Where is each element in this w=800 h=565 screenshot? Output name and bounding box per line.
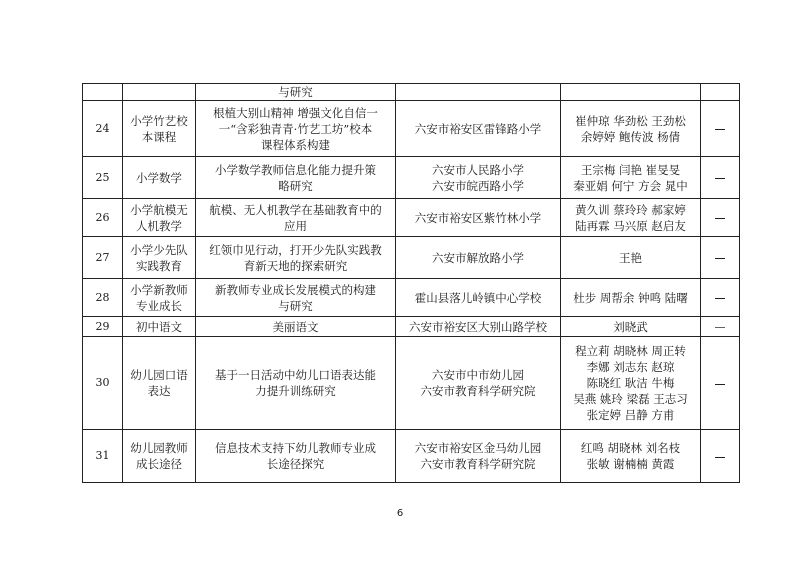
remark-mark: [715, 258, 725, 259]
subject-cell: [123, 84, 196, 101]
subject-line: 幼儿园教师: [130, 441, 188, 455]
unit-line: 六安市裕安区金马幼儿园: [414, 441, 542, 455]
remark-cell: [701, 337, 740, 430]
subject-cell: [123, 279, 196, 317]
members-line: 张敏 谢楠楠 黄霞: [586, 457, 675, 471]
members-line: 秦亚娟 何宁 方会 晁中: [573, 178, 688, 193]
topic-line: 力提升训练研究: [255, 384, 336, 398]
subject-cell: [123, 157, 196, 199]
members-line: 陆再霖 马兴原 赵启友: [575, 218, 686, 233]
members-cell: [561, 337, 701, 430]
remark-cell: [701, 279, 740, 317]
subject-cell: [123, 101, 196, 157]
unit-cell: [396, 430, 561, 483]
remark-cell: [701, 430, 740, 483]
members-cell: [561, 157, 701, 199]
remark-cell: [701, 157, 740, 199]
members-line: 崔仲琼 华劲松 王劲松: [575, 113, 686, 128]
unit-line: 六安市解放路小学: [432, 250, 524, 265]
row-no-cell: 28: [83, 279, 123, 317]
topic-cell: [196, 199, 396, 237]
table-row: [83, 337, 740, 430]
unit-line: 六安市裕安区大别山路学校: [409, 319, 547, 334]
table-row: [83, 84, 740, 101]
topic-line: 基于一日活动中幼儿口语表达能: [215, 368, 376, 382]
remark-mark: [715, 327, 725, 328]
subject-line: 成长途径: [136, 457, 182, 471]
subject-cell: [123, 317, 196, 337]
topic-cell: [196, 84, 396, 101]
topic-line: 红领巾见行动，打开少先队实践教: [209, 242, 382, 257]
members-line: 黄久训 蔡玲玲 郝家婷: [575, 202, 686, 217]
members-line: 王宗梅 闫艳 崔旻旻: [580, 162, 681, 177]
topic-cell: [196, 101, 396, 157]
topic-cell: [196, 337, 396, 430]
topic-cell: [196, 237, 396, 279]
remark-mark: [715, 178, 725, 179]
remark-cell: [701, 199, 740, 237]
table-row: [83, 157, 740, 199]
topic-line: 与研究: [278, 298, 313, 313]
page-number: 6: [396, 508, 404, 519]
document-table: [82, 83, 740, 483]
subject-line: 小学航模无: [130, 202, 188, 217]
unit-cell: [396, 337, 561, 430]
remark-mark: [715, 384, 725, 385]
remark-mark: [715, 129, 725, 130]
members-line: 红鸣 胡晓林 刘名枝: [580, 441, 681, 455]
unit-cell: [396, 199, 561, 237]
remark-cell: [701, 317, 740, 337]
unit-line: 六安市皖西路小学: [432, 178, 524, 193]
topic-line: 与研究: [278, 85, 313, 99]
unit-line: 六安市裕安区雷锋路小学: [414, 121, 542, 136]
topic-line: 小学数学教师信息化能力提升策: [215, 162, 376, 177]
remark-mark: [715, 218, 725, 219]
remark-mark: [715, 457, 725, 458]
unit-line: 六安市人民路小学: [432, 162, 524, 177]
topic-line: 一“含彩独青青·竹艺工坊”校本: [218, 121, 373, 136]
members-line: 杜步 周帮余 钟鸣 陆曙: [573, 290, 688, 305]
subject-cell: [123, 199, 196, 237]
members-line: 吴燕 姚玲 梁磊 王志习: [573, 392, 688, 406]
unit-line: 霍山县落儿岭镇中心学校: [414, 290, 542, 305]
remark-cell: [701, 237, 740, 279]
row-no-cell: [83, 84, 123, 101]
row-no-cell: 31: [83, 430, 123, 483]
members-cell: [561, 279, 701, 317]
subject-line: 人机教学: [136, 218, 182, 233]
row-no-cell: 30: [83, 337, 123, 430]
topic-line: 航模、无人机教学在基础教育中的: [209, 202, 382, 217]
members-cell: [561, 317, 701, 337]
members-line: 刘晓武: [613, 319, 648, 334]
table-row: [83, 199, 740, 237]
topic-cell: [196, 317, 396, 337]
topic-line: 育新天地的探索研究: [243, 258, 348, 273]
subject-line: 幼儿园口语: [130, 368, 188, 382]
members-line: 王艳: [619, 250, 642, 265]
members-line: 程立莉 胡晓林 周正转: [575, 344, 686, 358]
unit-cell: [396, 84, 561, 101]
members-cell: [561, 84, 701, 101]
subject-line: 小学新教师: [130, 282, 188, 297]
subject-line: 小学竹艺校: [130, 113, 188, 128]
unit-cell: [396, 101, 561, 157]
row-no-cell: 29: [83, 317, 123, 337]
subject-line: 小学数学: [136, 170, 182, 185]
subject-line: 初中语文: [136, 319, 182, 334]
table-row: [83, 430, 740, 483]
unit-line: 六安市中市幼儿园: [432, 368, 524, 382]
unit-cell: [396, 317, 561, 337]
topic-line: 课程体系构建: [261, 137, 330, 152]
topic-line: 长途径探究: [266, 457, 325, 471]
remark-mark: [715, 298, 725, 299]
topic-line: 略研究: [278, 178, 313, 193]
table-row: [83, 317, 740, 337]
remark-cell: [701, 101, 740, 157]
subject-line: 表达: [147, 384, 171, 398]
members-cell: [561, 237, 701, 279]
members-line: 李娜 刘志东 赵琼: [586, 360, 675, 374]
members-line: 余婷婷 鲍传波 杨倩: [580, 129, 681, 144]
remark-cell: [701, 84, 740, 101]
unit-line: 六安市教育科学研究院: [420, 457, 536, 471]
table-row: [83, 279, 740, 317]
unit-line: 六安市教育科学研究院: [420, 384, 536, 398]
topic-line: 美丽语文: [272, 319, 319, 334]
topic-line: 信息技术支持下幼儿教师专业成: [215, 441, 376, 455]
unit-cell: [396, 157, 561, 199]
subject-line: 专业成长: [136, 298, 182, 313]
topic-line: 根植大别山精神 增强文化自信一: [213, 105, 378, 120]
unit-cell: [396, 279, 561, 317]
subject-cell: [123, 430, 196, 483]
members-line: 陈晓红 耿洁 牛梅: [586, 376, 675, 390]
members-cell: [561, 199, 701, 237]
topic-cell: [196, 430, 396, 483]
topic-line: 应用: [284, 218, 307, 233]
members-line: 张定婷 吕静 方甫: [586, 408, 675, 422]
topic-cell: [196, 157, 396, 199]
row-no-cell: 24: [83, 101, 123, 157]
members-cell: [561, 101, 701, 157]
members-cell: [561, 430, 701, 483]
topic-line: 新教师专业成长发展模式的构建: [215, 282, 376, 297]
subject-line: 本课程: [141, 129, 177, 144]
subject-line: 实践教育: [136, 258, 182, 273]
unit-line: 六安市裕安区紫竹林小学: [414, 210, 542, 225]
topic-cell: [196, 279, 396, 317]
subject-cell: [123, 337, 196, 430]
table-row: [83, 101, 740, 157]
table-row: [83, 237, 740, 279]
subject-line: 小学少先队: [130, 242, 188, 257]
row-no-cell: 25: [83, 157, 123, 199]
row-no-cell: 26: [83, 199, 123, 237]
subject-cell: [123, 237, 196, 279]
unit-cell: [396, 237, 561, 279]
row-no-cell: 27: [83, 237, 123, 279]
